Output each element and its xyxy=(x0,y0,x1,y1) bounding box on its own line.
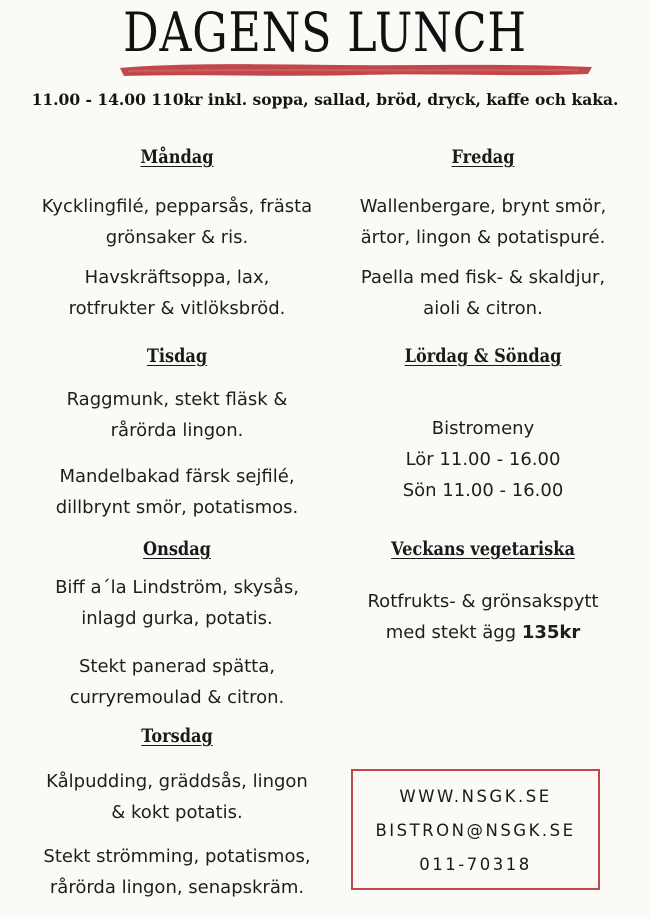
dish-fredag-1: Wallenbergare, brynt smör, ärtor, lingon & potatispuré. xyxy=(359,196,607,248)
dish-vegetarian: Rotfrukts- & grönsakspytt med stekt ägg 135kr xyxy=(367,591,599,643)
day-heading-vegetarian: Veckans vegetariska xyxy=(391,538,575,560)
left-column xyxy=(22,0,332,919)
email-link[interactable]: BISTRON@NSGK.SE xyxy=(375,821,576,840)
dish-torsdag-2: Stekt strömming, potatismos, rårörda lingon, senapskräm. xyxy=(43,846,311,898)
day-heading-torsdag: Torsdag xyxy=(141,725,213,747)
dish-onsdag-1: Biff a´la Lindström, skysås, inlagd gurka, potatis. xyxy=(55,577,299,629)
weekend-bistro-info: Bistromeny Lör 11.00 - 16.00 Sön 11.00 - 16.00 xyxy=(402,418,564,501)
phone-number[interactable]: 011-70318 xyxy=(419,855,532,874)
page-title: DAGENS LUNCH xyxy=(123,1,527,64)
day-heading-helg: Lördag & Söndag xyxy=(404,345,562,367)
lunch-hours-price: 11.00 - 14.00 110kr inkl. soppa, sallad, bröd, dryck, kaffe och kaka. xyxy=(31,90,619,109)
dish-mandag-1: Kycklingfilé, pepparsås, frästa grönsaker & ris. xyxy=(41,196,313,248)
dish-torsdag-1: Kålpudding, gräddsås, lingon & kokt potatis. xyxy=(46,771,308,823)
website-link[interactable]: WWW.NSGK.SE xyxy=(399,787,552,806)
dish-tisdag-1: Raggmunk, stekt fläsk & rårörda lingon. xyxy=(66,389,288,441)
day-heading-tisdag: Tisdag xyxy=(146,345,208,367)
contact-box xyxy=(351,769,600,890)
day-heading-mandag: Måndag xyxy=(140,146,214,168)
dish-tisdag-2: Mandelbakad färsk sejfilé, dillbrynt smör, potatismos. xyxy=(55,466,299,518)
vegetarian-price: 135kr xyxy=(521,622,581,643)
day-heading-onsdag: Onsdag xyxy=(143,538,211,560)
day-heading-fredag: Fredag xyxy=(451,146,515,168)
dish-onsdag-2: Stekt panerad spätta, curryremoulad & citron. xyxy=(69,656,285,708)
dish-mandag-2: Havskräftsoppa, lax, rotfrukter & vitlöksbröd. xyxy=(68,267,286,319)
dish-fredag-2: Paella med fisk- & skaldjur, aioli & citron. xyxy=(360,267,606,319)
